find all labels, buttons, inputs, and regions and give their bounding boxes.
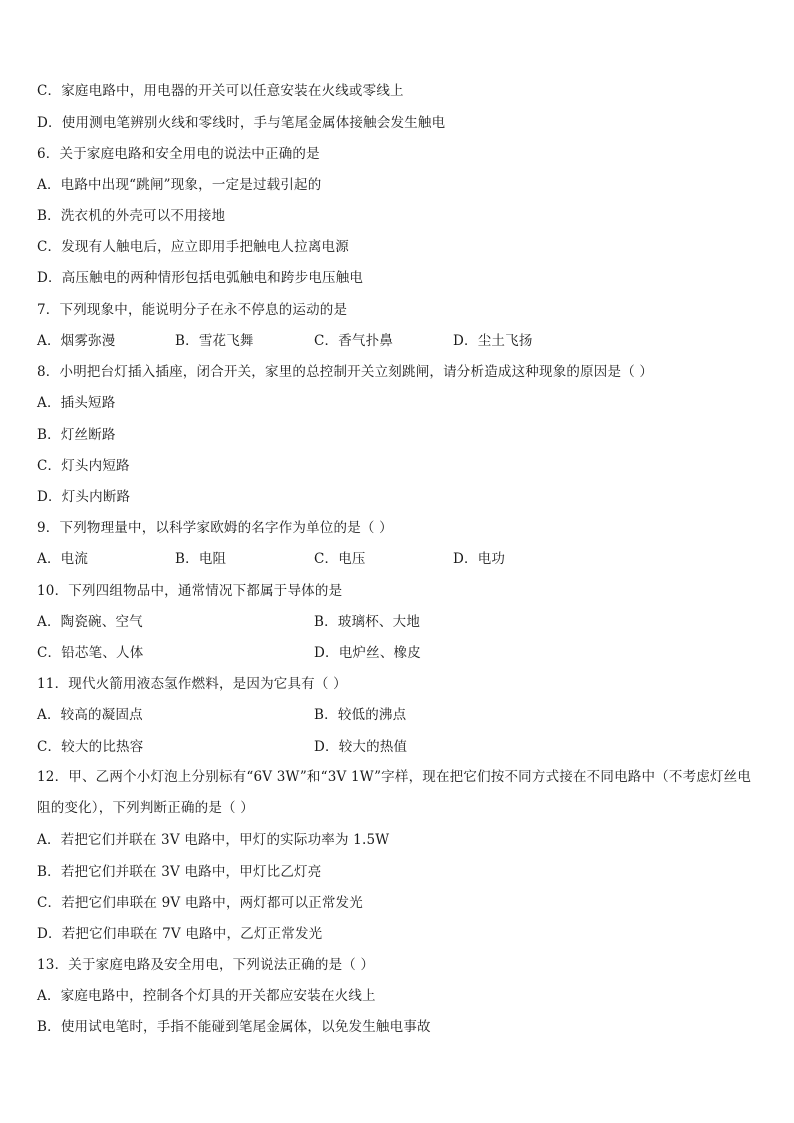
question-8: 8．小明把台灯插入插座，闭合开关，家里的总控制开关立刻跳闸，请分析造成这种现象的原因是（ ） (37, 364, 654, 380)
question-7: 7．下列现象中，能说明分子在永不停息的运动的是 (37, 302, 348, 318)
question-6: 6．关于家庭电路和安全用电的说法中正确的是 (37, 146, 320, 162)
q8-option-b: B．灯丝断路 (37, 427, 116, 443)
q10-option-b: B．玻璃杯、大地 (314, 614, 421, 630)
q7-option-a: A．烟雾弥漫 (37, 333, 116, 349)
q6-option-d: D．高压触电的两种情形包括电弧触电和跨步电压触电 (37, 270, 364, 286)
q6-option-b: B．洗衣机的外壳可以不用接地 (37, 208, 226, 224)
question-11: 11．现代火箭用液态氢作燃料，是因为它具有（ ） (37, 676, 347, 692)
q6-option-c: C．发现有人触电后，应立即用手把触电人拉离电源 (37, 239, 349, 255)
q12-option-d: D．若把它们串联在 7V 电路中，乙灯正常发光 (37, 926, 323, 942)
q7-option-c: C．香气扑鼻 (314, 333, 394, 349)
q8-option-a: A．插头短路 (37, 395, 116, 411)
q10-option-a: A．陶瓷碗、空气 (37, 614, 143, 630)
q8-option-d: D．灯头内断路 (37, 489, 131, 505)
q6-option-a: A．电路中出现“跳闸”现象，一定是过载引起的 (37, 177, 322, 193)
q10-option-d: D．电炉丝、橡皮 (314, 645, 421, 661)
q7-option-b: B．雪花飞舞 (175, 333, 254, 349)
q13-option-a: A．家庭电路中，控制各个灯具的开关都应安装在火线上 (37, 988, 376, 1004)
question-10: 10．下列四组物品中，通常情况下都属于导体的是 (37, 583, 343, 599)
question-9: 9．下列物理量中，以科学家欧姆的名字作为单位的是（ ） (37, 520, 393, 536)
q11-option-c: C．较大的比热容 (37, 739, 144, 755)
q11-option-a: A．较高的凝固点 (37, 707, 143, 723)
q12-option-a: A．若把它们并联在 3V 电路中，甲灯的实际功率为 1.5W (37, 832, 390, 848)
q9-option-b: B．电阻 (175, 551, 227, 567)
q8-option-c: C．灯头内短路 (37, 458, 130, 474)
q13-option-b: B．使用试电笔时，手指不能碰到笔尾金属体，以免发生触电事故 (37, 1019, 431, 1035)
q9-option-c: C．电压 (314, 551, 366, 567)
q11-option-b: B．较低的沸点 (314, 707, 407, 723)
q7-option-d: D．尘土飞扬 (453, 333, 533, 349)
q9-option-a: A．电流 (37, 551, 89, 567)
q9-option-d: D．电功 (453, 551, 506, 567)
q11-option-d: D．较大的热值 (314, 739, 408, 755)
question-12: 12．甲、乙两个小灯泡上分别标有“6V 3W”和“3V 1W”字样，现在把它们按不同方式接在不同电路中（不考虑灯丝电阻的变化），下列判断正确的是（ ） (37, 769, 752, 816)
question-13: 13．关于家庭电路及安全用电，下列说法正确的是（ ） (37, 957, 375, 973)
q5-option-c: C．家庭电路中，用电器的开关可以任意安装在火线或零线上 (37, 83, 404, 99)
q10-option-c: C．铅芯笔、人体 (37, 645, 144, 661)
q5-option-d: D．使用测电笔辨别火线和零线时，手与笔尾金属体接触会发生触电 (37, 115, 446, 131)
q12-option-b: B．若把它们并联在 3V 电路中，甲灯比乙灯亮 (37, 864, 322, 880)
q12-option-c: C．若把它们串联在 9V 电路中，两灯都可以正常发光 (37, 895, 363, 911)
